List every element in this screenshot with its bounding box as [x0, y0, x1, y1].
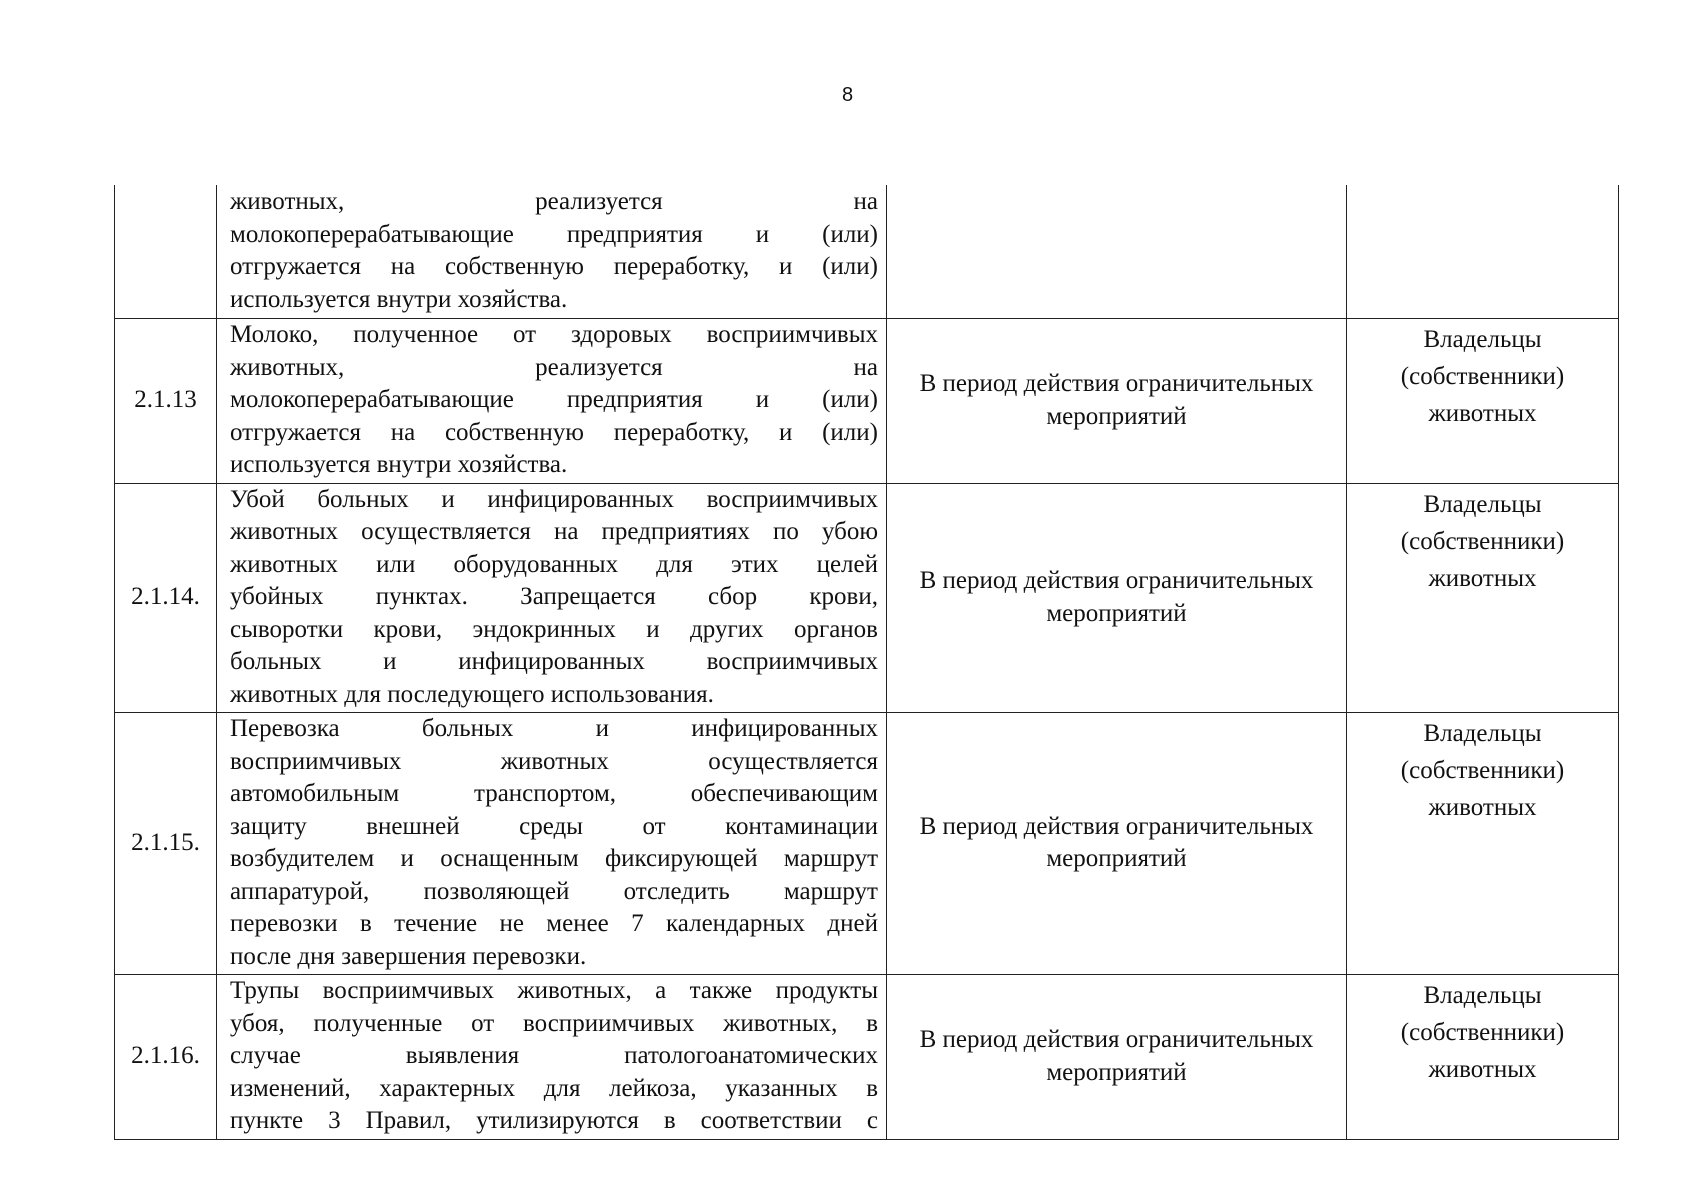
text-line: животных или оборудованных для этих целей [230, 550, 878, 578]
responsible-cell [1347, 974, 1619, 1139]
period-text: В период действия ограничительных мероприятий [919, 812, 1314, 872]
item-number: 2.1.14. [115, 483, 217, 712]
period-cell [887, 974, 1347, 1139]
text-line: животных, реализуется на [230, 188, 878, 216]
text-line: аппаратурой, позволяющей отследить маршрут [230, 877, 878, 905]
responsible-cell [1347, 483, 1619, 712]
page-number: 8 [841, 84, 854, 106]
period-cell [887, 185, 1347, 318]
measure-description [217, 712, 887, 974]
period-cell [887, 483, 1347, 712]
item-number: 2.1.16. [115, 974, 217, 1139]
text-line: убоя, полученные от восприимчивых животных, в [230, 1009, 878, 1037]
responsible-text: Владельцы (собственники) животных [1400, 981, 1565, 1083]
text-line: Молоко, полученное от здоровых восприимчивых [230, 321, 878, 349]
text-line: убойных пунктах. Запрещается сбор крови, [230, 583, 878, 611]
responsible-text: Владельцы (собственники) животных [1400, 490, 1565, 592]
text-line: пункте 3 Правил, утилизируются в соответствии с [230, 1107, 878, 1135]
period-cell [887, 318, 1347, 483]
item-number: 2.1.13 [115, 318, 217, 483]
measures-table [114, 185, 1619, 1140]
text-line: отгружается на собственную переработку, и (или) [230, 418, 878, 446]
text-line: сыворотки крови, эндокринных и других органов [230, 615, 878, 643]
text-line: изменений, характерных для лейкоза, указанных в [230, 1074, 878, 1102]
period-text: В период действия ограничительных мероприятий [919, 370, 1314, 430]
text-line: защиту внешней среды от контаминации [230, 812, 878, 840]
text-line: перевозки в течение не менее 7 календарных дней [230, 910, 878, 937]
responsible-text: Владельцы (собственники) животных [1400, 325, 1565, 427]
period-text: В период действия ограничительных мероприятий [919, 567, 1314, 627]
table-row [115, 974, 1619, 1139]
text-line: после дня завершения перевозки. [230, 942, 587, 970]
table-row [115, 483, 1619, 712]
item-number: 2.1.15. [115, 712, 217, 974]
period-cell [887, 712, 1347, 974]
text-line: возбудителем и оснащенным фиксирующей маршрут [230, 845, 878, 872]
text-line: восприимчивых животных осуществляется [230, 747, 878, 775]
text-line: автомобильным транспортом, обеспечивающим [230, 780, 878, 807]
measure-description [217, 318, 887, 483]
responsible-text: Владельцы (собственники) животных [1400, 719, 1565, 821]
measure-description [217, 483, 887, 712]
period-text: В период действия ограничительных мероприятий [919, 1026, 1314, 1086]
text-line: молокоперерабатывающие предприятия и (или) [230, 386, 878, 414]
responsible-cell [1347, 712, 1619, 974]
text-line: животных осуществляется на предприятиях по убою [230, 518, 878, 546]
measure-description [217, 185, 887, 318]
table-row [115, 712, 1619, 974]
item-number [115, 185, 217, 318]
text-line: Убой больных и инфицированных восприимчивых [230, 485, 878, 513]
text-line: Трупы восприимчивых животных, а также продукты [230, 977, 878, 1005]
measure-description [217, 974, 887, 1139]
responsible-cell [1347, 318, 1619, 483]
text-line: Перевозка больных и инфицированных [230, 715, 878, 742]
responsible-cell [1347, 185, 1619, 318]
text-line: животных, реализуется на [230, 353, 878, 381]
text-line: больных и инфицированных восприимчивых [230, 648, 878, 676]
text-line: отгружается на собственную переработку, и (или) [230, 253, 878, 281]
text-line: используется внутри хозяйства. [230, 285, 568, 313]
text-line: используется внутри хозяйства. [230, 451, 568, 479]
table-row [115, 185, 1619, 318]
text-line: молокоперерабатывающие предприятия и (или) [230, 220, 878, 248]
table-row [115, 318, 1619, 483]
text-line: животных для последующего использования. [230, 680, 714, 708]
text-line: случае выявления патологоанатомических [230, 1042, 878, 1070]
